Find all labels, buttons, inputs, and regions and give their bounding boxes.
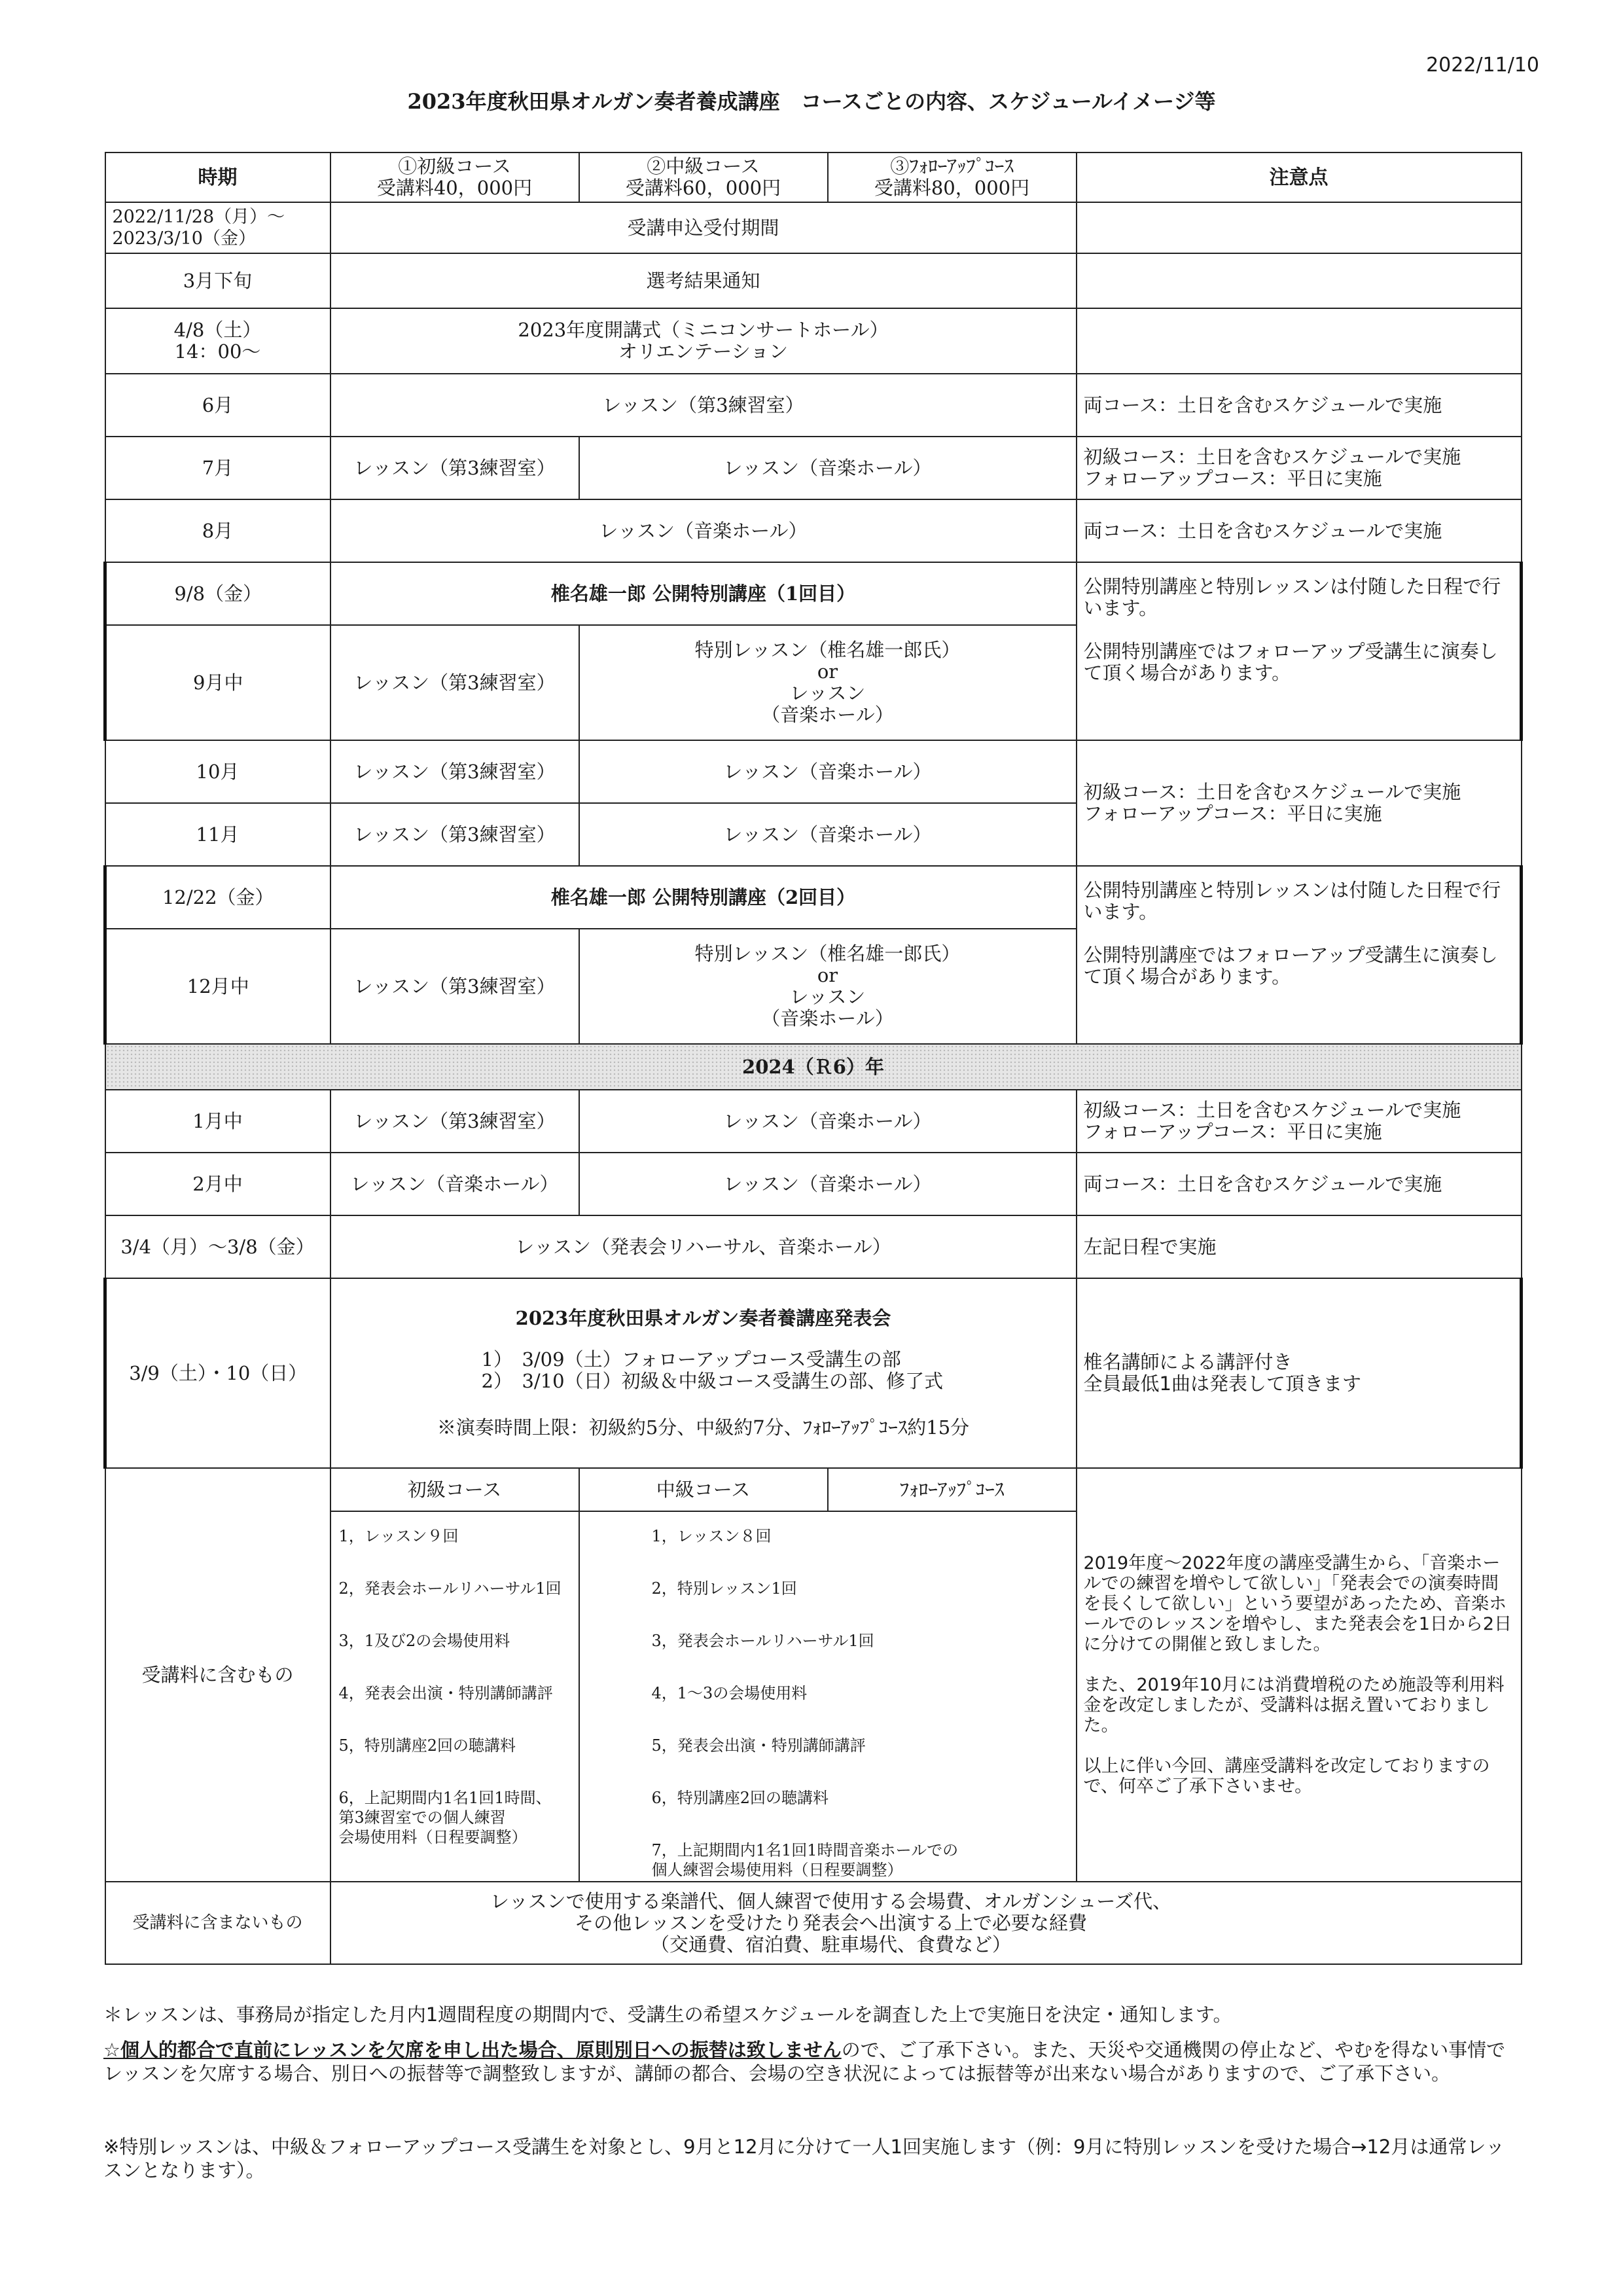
period-cell: 3月下旬 [105,253,330,308]
content-cell: 椎名雄一郎 公開特別講座（1回目） [330,562,1077,625]
included-note: 2019年度～2022年度の講座受講生から、「音楽ホールでの練習を増やして欲しい」「発表会での演奏時間を長くして欲しい」という要望があったため、音楽ホールでのレッスンを増やし、また発表会を1日から2日に分けての開催と致しました。 また、2019年10月には消費増税のため施設等利用料金を改定しましたが、受講料は据え置いておりました。 以上に伴い今回、講座受講料を改定しておりますので、何卒ご了承下さいませ。 [1077,1468,1522,1882]
list-item: 1，レッスン８回 [651,1527,772,1545]
row-october [105,740,1522,803]
header-row [105,152,1522,202]
period-cell: 3/9（土）・10（日） [105,1278,330,1468]
note-cell [1077,308,1522,374]
period-cell: 9月中 [105,625,330,740]
footer-note-2-rest: ので、ご了承下さい。また、天災や交通機関の停止など、やむを得ない事情でレッスンを欠席する場合、別日への振替等で調整致しますが、講師の都合、会場の空き状況によっては振替等が出来ない場合がありますので、ご了承下さい。 [103,2039,1506,2085]
period-cell: 2月中 [105,1153,330,1215]
note-cell: 両コース：土日を含むスケジュールで実施 [1077,374,1522,437]
note-cell: 両コース：土日を含むスケジュールで実施 [1077,1153,1522,1215]
footer-note-1: ＊レッスンは、事務局が指定した月内1週間程度の期間内で、受講生の希望スケジュールを調査した上で実施日を決定・通知します。 [103,2003,1232,2026]
footer-note-2-bold: ☆個人的都合で直前にレッスンを欠席を申し出た場合、原則別日への振替は致しません [103,2039,842,2061]
course23-cell: 特別レッスン（椎名雄一郎氏） or レッスン （音楽ホール） [579,625,1077,740]
row-july [105,437,1522,499]
row-june [105,374,1522,437]
list-item: 2，特別レッスン1回 [651,1579,797,1598]
course1-cell: レッスン（音楽ホール） [330,1153,579,1215]
recital-title: 2023年度秋田県オルガン奏者養講座発表会 [515,1307,891,1329]
period-cell: 4/8（土） 14：00～ [105,308,330,374]
course23-cell: レッスン（音楽ホール） [579,740,1077,803]
row-opening [105,308,1522,374]
period-cell: 12月中 [105,929,330,1044]
footer-note-2 [103,2038,1520,2085]
row-recital [105,1278,1522,1468]
period-cell: 9/8（金） [105,562,330,625]
list-item: 3，1及び2の会場使用料 [338,1632,510,1650]
note-cell: 公開特別講座と特別レッスンは付随した日程で行います。 公開特別講座ではフォローアップ受講生に演奏して頂く場合があります。 [1077,866,1522,1044]
included-label: 受講料に含むもの [105,1468,330,1882]
note-cell: 左記日程で実施 [1077,1215,1522,1278]
list-item: 4，発表会出演・特別講師講評 [338,1684,553,1702]
period-cell: 10月 [105,740,330,803]
list-item: 5，特別講座2回の聴講料 [338,1736,516,1755]
list-item: 4，1～3の会場使用料 [651,1684,808,1702]
header-period: 時期 [105,152,330,202]
recital-cell [330,1278,1077,1468]
included-followup-header: ﾌｫﾛｰｱｯﾌﾟｺｰｽ [828,1468,1077,1511]
period-cell: 12/22（金） [105,866,330,929]
period-cell: 7月 [105,437,330,499]
note-cell: 初級コース：土日を含むスケジュールで実施 フォローアップコース：平日に実施 [1077,1090,1522,1153]
course23-cell: レッスン（音楽ホール） [579,437,1077,499]
footer-note-3: ※特別レッスンは、中級＆フォローアップコース受講生を対象とし、9月と12月に分けて一人1回実施します（例：9月に特別レッスンを受けた場合→12月は通常レッスンとなります）。 [103,2136,1505,2181]
intermediate-items [579,1511,1077,1882]
list-item: 1，レッスン９回 [338,1527,459,1545]
note-cell: 初級コース：土日を含むスケジュールで実施 フォローアップコース：平日に実施 [1077,740,1522,866]
row-special-1 [105,562,1522,625]
included-intermediate-header: 中級コース [579,1468,828,1511]
recital-line1: 1） 3/09（土）フォローアップコース受講生の部 [481,1348,901,1371]
note-cell: 両コース：土日を含むスケジュールで実施 [1077,499,1522,562]
list-item: 7，上記期間内1名1回1時間音楽ホールでの 個人練習会場使用料（日程要調整） [651,1841,959,1879]
row-application [105,202,1522,253]
course23-cell: レッスン（音楽ホール） [579,1090,1077,1153]
document-title: 2023年度秋田県オルガン奏者養成講座 コースごとの内容、スケジュールイメージ等 [407,89,1216,114]
period-cell: 8月 [105,499,330,562]
note-cell: 椎名講師による講評付き 全員最低1曲は発表して頂きます [1077,1278,1522,1468]
content-cell: 椎名雄一郎 公開特別講座（2回目） [330,866,1077,929]
included-beginner-header: 初級コース [330,1468,579,1511]
list-item: 6，特別講座2回の聴講料 [651,1789,829,1807]
row-february [105,1153,1522,1215]
content-cell: レッスン（第3練習室） [330,374,1077,437]
row-special-2 [105,866,1522,929]
list-item: 2，発表会ホールリハーサル1回 [338,1579,562,1598]
header-notes: 注意点 [1077,152,1522,202]
excluded-row [105,1882,1522,1964]
list-item: 3，発表会ホールリハーサル1回 [651,1632,874,1650]
excluded-label: 受講料に含まないもの [105,1882,330,1964]
row-rehearsal [105,1215,1522,1278]
course1-cell: レッスン（第3練習室） [330,1090,579,1153]
period-cell: 1月中 [105,1090,330,1153]
header-course3: ③ﾌｫﾛｰｱｯﾌﾟｺｰｽ 受講料80，000円 [828,152,1077,202]
note-cell [1077,202,1522,253]
note-cell: 公開特別講座と特別レッスンは付随した日程で行います。 公開特別講座ではフォローアップ受講生に演奏して頂く場合があります。 [1077,562,1522,740]
recital-limit: ※演奏時間上限：初級約5分、中級約7分、ﾌｫﾛｰｱｯﾌﾟｺｰｽ約15分 [437,1416,970,1439]
row-january [105,1090,1522,1153]
period-cell: 2022/11/28（月）～ 2023/3/10（金） [105,202,330,253]
course1-cell: レッスン（第3練習室） [330,803,579,866]
course23-cell: 特別レッスン（椎名雄一郎氏） or レッスン （音楽ホール） [579,929,1077,1044]
content-cell: レッスン（発表会リハーサル、音楽ホール） [330,1215,1077,1278]
list-item: 5，発表会出演・特別講師講評 [651,1736,866,1755]
content-cell: レッスン（音楽ホール） [330,499,1077,562]
note-cell [1077,253,1522,308]
header-course2: ②中級コース 受講料60，000円 [579,152,828,202]
document-date: 2022/11/10 [1426,54,1539,77]
course1-cell: レッスン（第3練習室） [330,625,579,740]
row-selection [105,253,1522,308]
year-label: 2024（Ｒ6）年 [105,1044,1522,1090]
content-cell: 受講申込受付期間 [330,202,1077,253]
recital-line2: 2） 3/10（日）初級＆中級コース受講生の部、修了式 [481,1370,944,1392]
included-header-row [105,1468,1522,1511]
course1-cell: レッスン（第3練習室） [330,437,579,499]
list-item: 6，上記期間内1名1回1時間、 第3練習室での個人練習 会場使用料（日程要調整） [338,1789,552,1846]
course23-cell: レッスン（音楽ホール） [579,803,1077,866]
period-cell: 3/4（月）～3/8（金） [105,1215,330,1278]
course1-cell: レッスン（第3練習室） [330,740,579,803]
beginner-items [330,1511,579,1882]
schedule-table [103,152,1523,1965]
period-cell: 11月 [105,803,330,866]
course23-cell: レッスン（音楽ホール） [579,1153,1077,1215]
period-cell: 6月 [105,374,330,437]
content-cell: 選考結果通知 [330,253,1077,308]
header-course1: ①初級コース 受講料40，000円 [330,152,579,202]
note-cell: 初級コース：土日を含むスケジュールで実施 フォローアップコース：平日に実施 [1077,437,1522,499]
excluded-content: レッスンで使用する楽譜代、個人練習で使用する会場費、オルガンシューズ代、 その他レッスンを受けたり発表会へ出演する上で必要な経費 （交通費、宿泊費、駐車場代、食費など） [330,1882,1522,1964]
course1-cell: レッスン（第3練習室） [330,929,579,1044]
year-divider [105,1044,1522,1090]
row-august [105,499,1522,562]
content-cell: 2023年度開講式（ミニコンサートホール） オリエンテーション [330,308,1077,374]
